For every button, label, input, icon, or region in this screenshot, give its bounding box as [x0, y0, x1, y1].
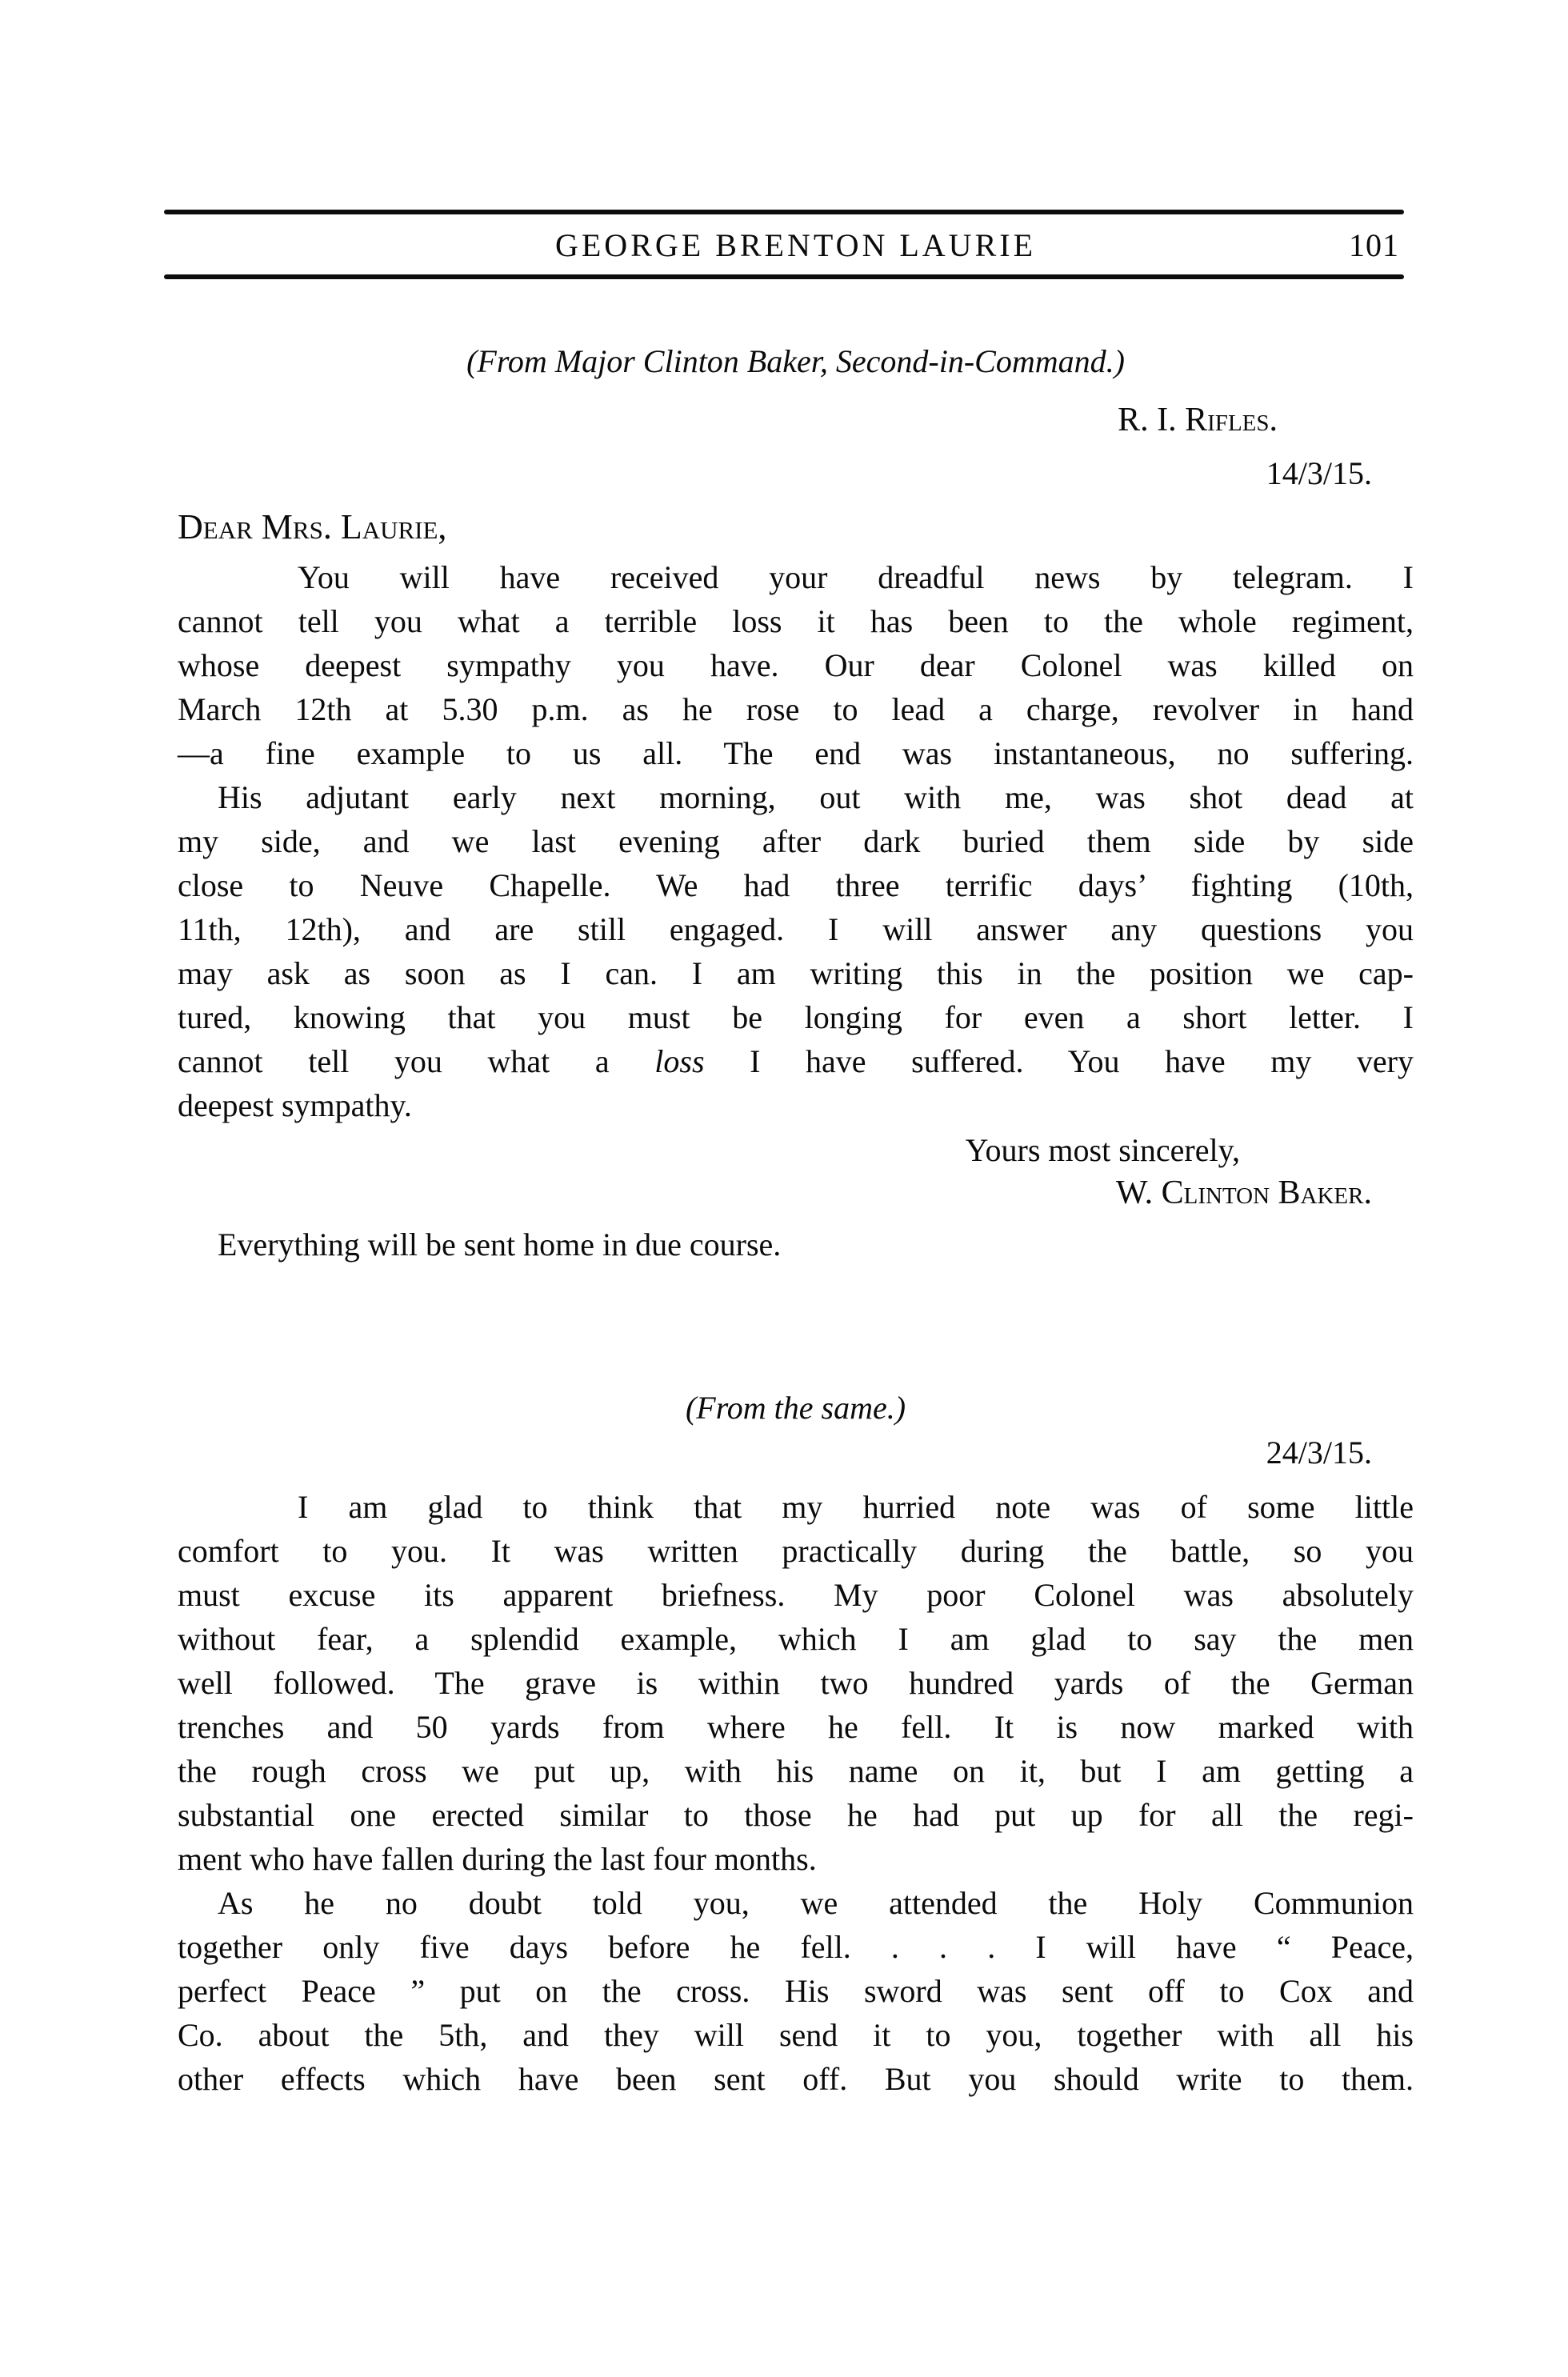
- letter2-date: 24/3/15.: [1266, 1435, 1372, 1471]
- text-line: the rough cross we put up, with his name on it, but I am getting a: [178, 1753, 1414, 1789]
- letter1-date: 14/3/15.: [1266, 455, 1372, 491]
- text-line: Co. about the 5th, and they will send it to you, together with all his: [178, 2017, 1414, 2053]
- text-line: 11th, 12th), and are still engaged. I will answer any questions you: [178, 911, 1414, 947]
- text-line: perfect Peace ” put on the cross. His sword was sent off to Cox and: [178, 1973, 1414, 2009]
- letter1-attribution: (From Major Clinton Baker, Second-in-Command.): [466, 343, 1125, 379]
- text-line: trenches and 50 yards from where he fell. It is now marked with: [178, 1709, 1414, 1745]
- text-line: I am glad to think that my hurried note was of some little: [298, 1489, 1414, 1525]
- text-line: other effects which have been sent off. But you should write to them.: [178, 2061, 1414, 2097]
- text-line: comfort to you. It was written practically during the battle, so you: [178, 1533, 1414, 1569]
- page-title: GEORGE BRENTON LAURIE: [554, 227, 1036, 263]
- text-line: His adjutant early next morning, out with me, was shot dead at: [218, 779, 1414, 815]
- text-line: my side, and we last evening after dark buried them side by side: [178, 823, 1414, 859]
- text-line: may ask as soon as I can. I am writing this in the position we cap-: [178, 955, 1414, 991]
- text-line: —a fine example to us all. The end was instantaneous, no suffering.: [178, 735, 1414, 771]
- text-line: without fear, a splendid example, which I am glad to say the men: [178, 1621, 1414, 1657]
- letter1-signature: W. Clinton Baker.: [1115, 1174, 1372, 1211]
- running-header: [178, 226, 1414, 265]
- header-rule-top: [164, 210, 1404, 214]
- text-line: ment who have fallen during the last four months.: [178, 1841, 817, 1877]
- text-line: You will have received your dreadful news by telegram. I: [298, 559, 1414, 595]
- text-line: As he no doubt told you, we attended the Holy Communion: [218, 1885, 1414, 1921]
- text-line: well followed. The grave is within two hundred yards of the German: [178, 1665, 1414, 1701]
- text-line: whose deepest sympathy you have. Our dear Colonel was killed on: [178, 647, 1414, 683]
- text-line: together only five days before he fell. . . . I will have “ Peace,: [178, 1929, 1414, 1965]
- text-line: substantial one erected similar to those he had put up for all the regi-: [178, 1797, 1414, 1833]
- text-line: cannot tell you what a terrible loss it has been to the whole regiment,: [178, 603, 1414, 639]
- text-line: deepest sympathy.: [178, 1087, 412, 1123]
- letter1-postscript: Everything will be sent home in due course.: [218, 1227, 782, 1263]
- letter1-regiment: R. I. Rifles.: [1118, 402, 1278, 438]
- text-line: close to Neuve Chapelle. We had three terrific days’ fighting (10th,: [178, 867, 1414, 903]
- letter1-closing: Yours most sincerely,: [965, 1132, 1240, 1168]
- text-line: tured, knowing that you must be longing for even a short letter. I: [178, 999, 1414, 1035]
- letter2-body: [178, 1485, 1414, 2101]
- text-line: March 12th at 5.30 p.m. as he rose to lead a charge, revolver in hand: [178, 691, 1414, 727]
- text-line: cannot tell you what a loss I have suffered. You have my very: [178, 1043, 1414, 1079]
- letter1-salutation: Dear Mrs. Laurie,: [178, 507, 447, 546]
- letter2-attribution: (From the same.): [685, 1390, 906, 1426]
- letter1-body: [178, 555, 1414, 1127]
- text-line: must excuse its apparent briefness. My poor Colonel was absolutely: [178, 1577, 1414, 1613]
- page-number: 101: [1349, 227, 1399, 263]
- header-rule-bottom: [164, 274, 1404, 279]
